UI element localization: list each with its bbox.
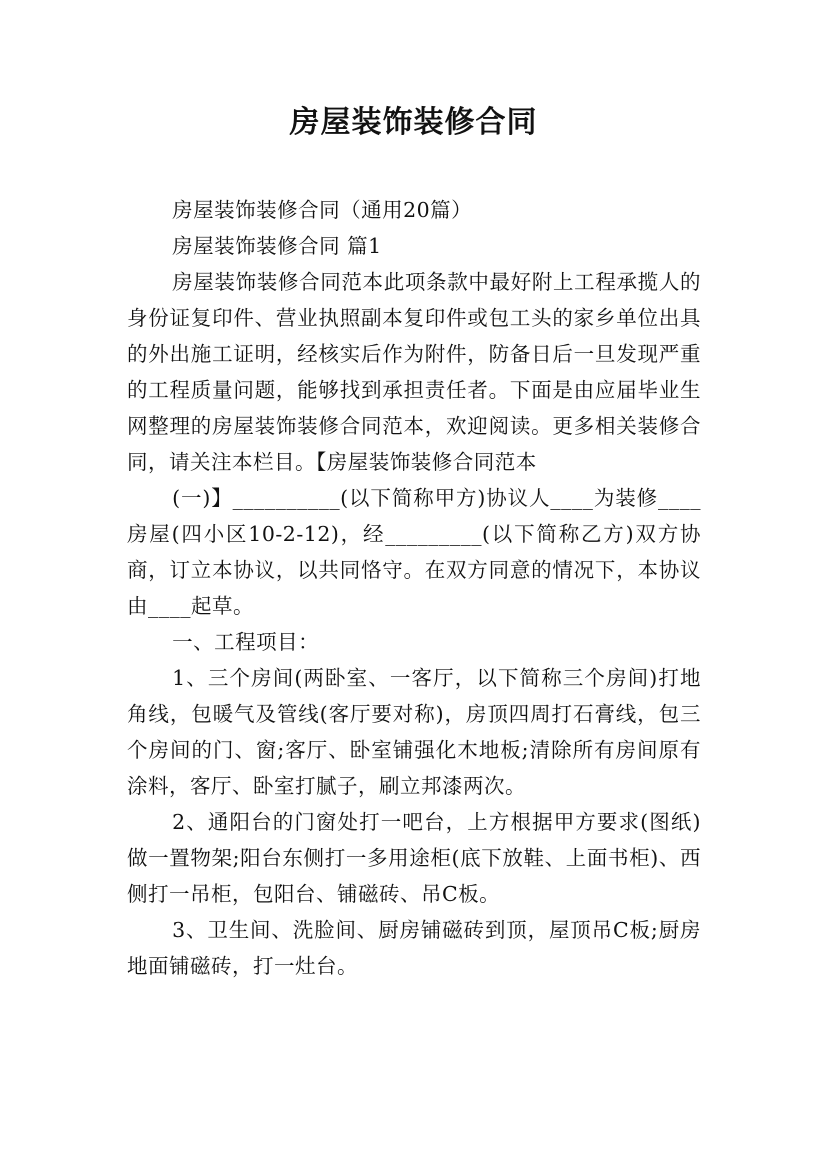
paragraph-item-2: 2、通阳台的门窗处打一吧台，上方根据甲方要求(图纸)做一置物架;阳台东侧打一多用途柜(底下放鞋、上面书柜)、西侧打一吊柜，包阳台、铺磁砖、吊C板。 — [127, 810, 701, 906]
paragraph-item-1: 1、三个房间(两卧室、一客厅，以下简称三个房间)打地角线，包暖气及管线(客厅要对称)，房顶四周打石膏线，包三个房间的门、窗;客厅、卧室铺强化木地板;清除所有房间原有涂料，客厅、卧室打腻子，刷立邦漆两次。 — [127, 666, 701, 798]
paragraph-subtitle: 房屋装饰装修合同（通用20篇） — [172, 198, 473, 222]
paragraph-section-heading: 一、工程项目： — [172, 630, 320, 654]
paragraph-agreement: (一)】__________(以下简称甲方)协议人____为装修____房屋(四小区10-2-12)，经_________(以下简称乙方)双方协商，订立本协议，以共同恪守。在双方同意的情况下，本协议由____起草。 — [127, 486, 701, 618]
paragraph-intro: 房屋装饰装修合同范本此项条款中最好附上工程承揽人的身份证复印件、营业执照副本复印件或包工头的家乡单位出具的外出施工证明，经核实后作为附件，防备日后一旦发现严重的工程质量问题，能够找到承担责任者。下面是由应届毕业生网整理的房屋装饰装修合同范本，欢迎阅读。更多相关装修合同，请关注本栏目。【房屋装饰装修合同范本 — [127, 270, 701, 474]
document-title: 房屋装饰装修合同 — [289, 105, 538, 140]
document-body — [127, 192, 701, 984]
paragraph-item-3: 3、卫生间、洗脸间、厨房铺磁砖到顶，屋顶吊C板;厨房地面铺磁砖，打一灶台。 — [127, 918, 701, 978]
paragraph-heading-part-1: 房屋装饰装修合同 篇1 — [172, 234, 382, 258]
